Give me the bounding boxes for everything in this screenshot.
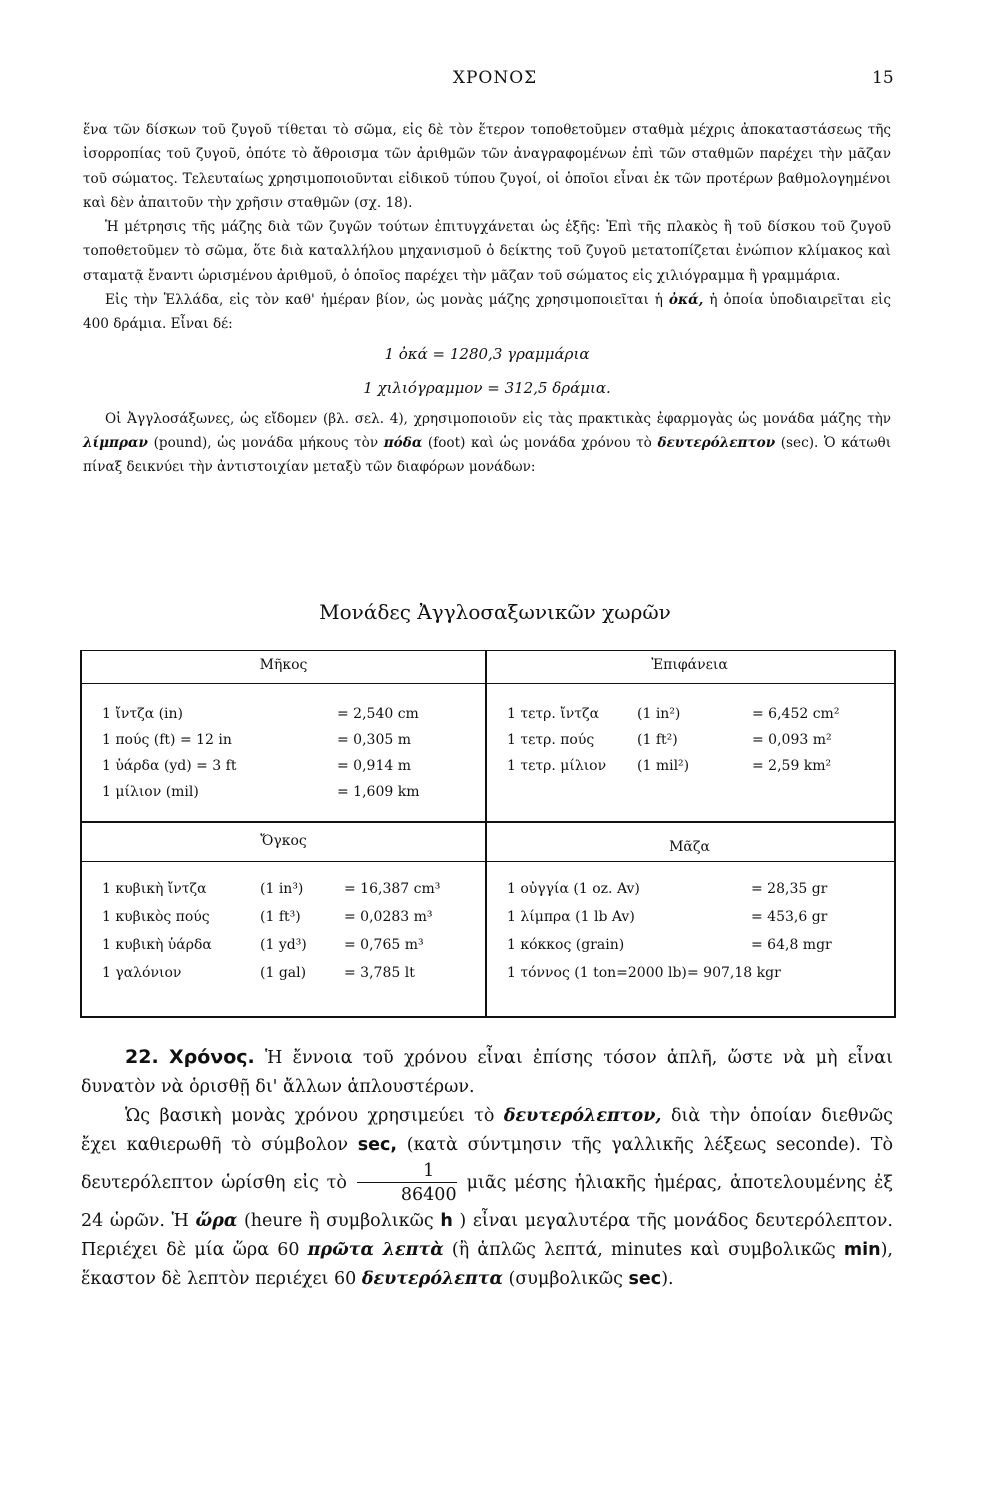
body-text-top <box>83 118 891 480</box>
page-number: 15 <box>872 68 894 88</box>
fraction: $\frac{1}{86400}$ <box>357 1160 457 1207</box>
paragraph: ἕνα τῶν δίσκων τοῦ ζυγοῦ τίθεται τὸ σῶμα, εἰς δὲ τὸν ἕτερον τοποθετοῦμεν σταθμὰ μέχρις ἀποκαταστάσεως τῆς ἰσορροπίας τοῦ ζυγοῦ, ὁπότε τὸ ἄθροισμα τῶν ἀριθμῶν τῶν ἀναγραφομένων ἐπὶ τῶν σταθμῶν παρέχει τὴν μᾶζαν τοῦ σώματος. Τελευταίως χρησιμοποιοῦνται εἰδικοῦ τύπου ζυγοί, οἱ ὁποῖοι εἶναι ἐκ τῶν προτέρων βαθμολογημένοι καὶ δὲν ἀπαιτοῦν τὴν χρῆσιν σταθμῶν (σχ. 18). <box>83 122 891 211</box>
paragraph: Ἡ μέτρησις τῆς μάζης διὰ τῶν ζυγῶν τούτων ἐπιτυγχάνεται ὡς ἑξῆς: Ἐπὶ τῆς πλακὸς ἢ τοῦ δίσκου τοῦ ζυγοῦ τοποθετοῦμεν τὸ σῶμα, ὅτε διὰ καταλλήλου μηχανισμοῦ ὁ δείκτης τοῦ ζυγοῦ μετατοπίζεται ἐνώπιον κλίμακος καὶ σταματᾷ ἔναντι ὡρισμένου ἀριθμοῦ, ὁ ὁποῖος παρέχει τὴν μᾶζαν τοῦ σώματος εἰς χιλιόγραμμα ἢ γραμμάρια. <box>83 219 891 284</box>
header-rule <box>82 861 894 862</box>
column-divider <box>485 651 487 1016</box>
volume-header: Ὄγκος <box>260 833 307 849</box>
length-header: Μῆκος <box>259 657 308 673</box>
section-paragraph: 22. Χρόνος. Ἡ ἔννοια τοῦ χρόνου εἶναι ἐπίσης τόσον ἁπλῆ, ὥστε νὰ μὴ εἶναι δυνατὸν νὰ ὁρισθῇ δι' ἄλλων ἁπλουστέρων. <box>81 1046 893 1097</box>
paragraph: Εἰς τὴν Ἑλλάδα, εἰς τὸν καθ' ἡμέραν βίον, ὡς μονὰς μάζης χρησιμοποιεῖται ἡ ὀκά, ἡ ὁποία ὑποδιαιρεῖται εἰς 400 δράμια. Εἶναι δέ: <box>83 292 891 333</box>
section-rule <box>82 821 894 823</box>
section-number: 22. <box>125 1046 159 1068</box>
mass-header: Μᾶζα <box>669 839 710 855</box>
formula-oka: 1 ὀκά = 1280,3 γραμμάρια <box>384 344 590 363</box>
section-title: Χρόνος. <box>168 1046 255 1068</box>
header-rule <box>82 683 894 684</box>
body-text-bottom <box>81 1043 893 1294</box>
running-header: ΧΡΟΝΟΣ <box>452 68 538 88</box>
area-header: Ἐπιφάνεια <box>651 657 728 673</box>
paragraph: Οἱ Ἀγγλοσάξωνες, ὡς εἴδομεν (βλ. σελ. 4), χρησιμοποιοῦν εἰς τὰς πρακτικὰς ἐφαρμογὰς ὡς μονάδα μάζης τὴν λίμπραν (pound), ὡς μονάδα μήκους τὸν πόδα (foot) καὶ ὡς μονάδα χρόνου τὸ δευτερόλεπτον (sec). Ὁ κάτωθι πίναξ δεικνύει τὴν ἀντιστοιχίαν μεταξὺ τῶν διαφόρων μονάδων: <box>83 410 892 476</box>
formula-kilogram: 1 χιλιόγραμμον = 312,5 δράμια. <box>363 378 611 397</box>
table-title: Μονάδες Ἀγγλοσαξωνικῶν χωρῶν <box>319 600 671 624</box>
units-table: Μῆκος Ἐπιφάνεια 1 ἴντζα (in) = 2,540 cm 1 πούς (ft) = 12 in = 0,305 m 1 ὑάρδα (yd) = 3 ft = 0,914 m 1 μίλιον (mil) = 1,609 km 1 τετρ. ἴντζα (1 in²) = 6,452 cm² 1 τετρ. πούς (1 ft²) = 0,093 m² 1 τετρ. μίλιον (1 mil²) = 2,59 km² Ὄγκος Μᾶζα 1 κυβικὴ ἴντζα (1 in³) = 16,387 cm³ 1 κυβικὸς πούς (1 ft³) = 0,0283 m³ 1 κυβικὴ ὑάρδα (1 yd³) = 0,765 m³ 1 γαλόνιον (1 gal) = 3,785 lt 1 οὐγγία (1 oz. Av) = 28,35 gr 1 λίμπρα (1 lb Av) = 453,6 gr 1 κόκκος (grain) = 64,8 mgr 1 τόννος (1 ton=2000 lb) = 907,18 kgr <box>80 650 896 1018</box>
emphasis-oka: ὀκά, <box>668 292 704 309</box>
paragraph: Ὡς βασικὴ μονὰς χρόνου χρησιμεύει τὸ δευτερόλεπτον, διὰ τὴν ὁποίαν διεθνῶς ἔχει καθιερωθῆ τὸ σύμβολον sec, (κατὰ σύντμησιν τῆς γαλλικῆς λέξεως seconde). Τὸ δευτερόλεπτον ὡρίσθη εἰς τὸ $\frac{1}{86400}$ μιᾶς μέσης ἡλιακῆς ἡμέρας, ἀποτελουμένης ἐξ 24 ὡρῶν. Ἡ ὥρα (heure ἢ συμβολικῶς h ) εἶναι μεγαλυτέρα τῆς μονάδος δευτερόλεπτον. Περιέχει δὲ μία ὥρα 60 πρῶτα λεπτὰ (ἢ ἁπλῶς λεπτά, minutes καὶ συμβολικῶς min), ἕκαστον δὲ λεπτὸν περιέχει 60 δευτερόλεπτα (συμβολικῶς sec). <box>81 1106 893 1289</box>
